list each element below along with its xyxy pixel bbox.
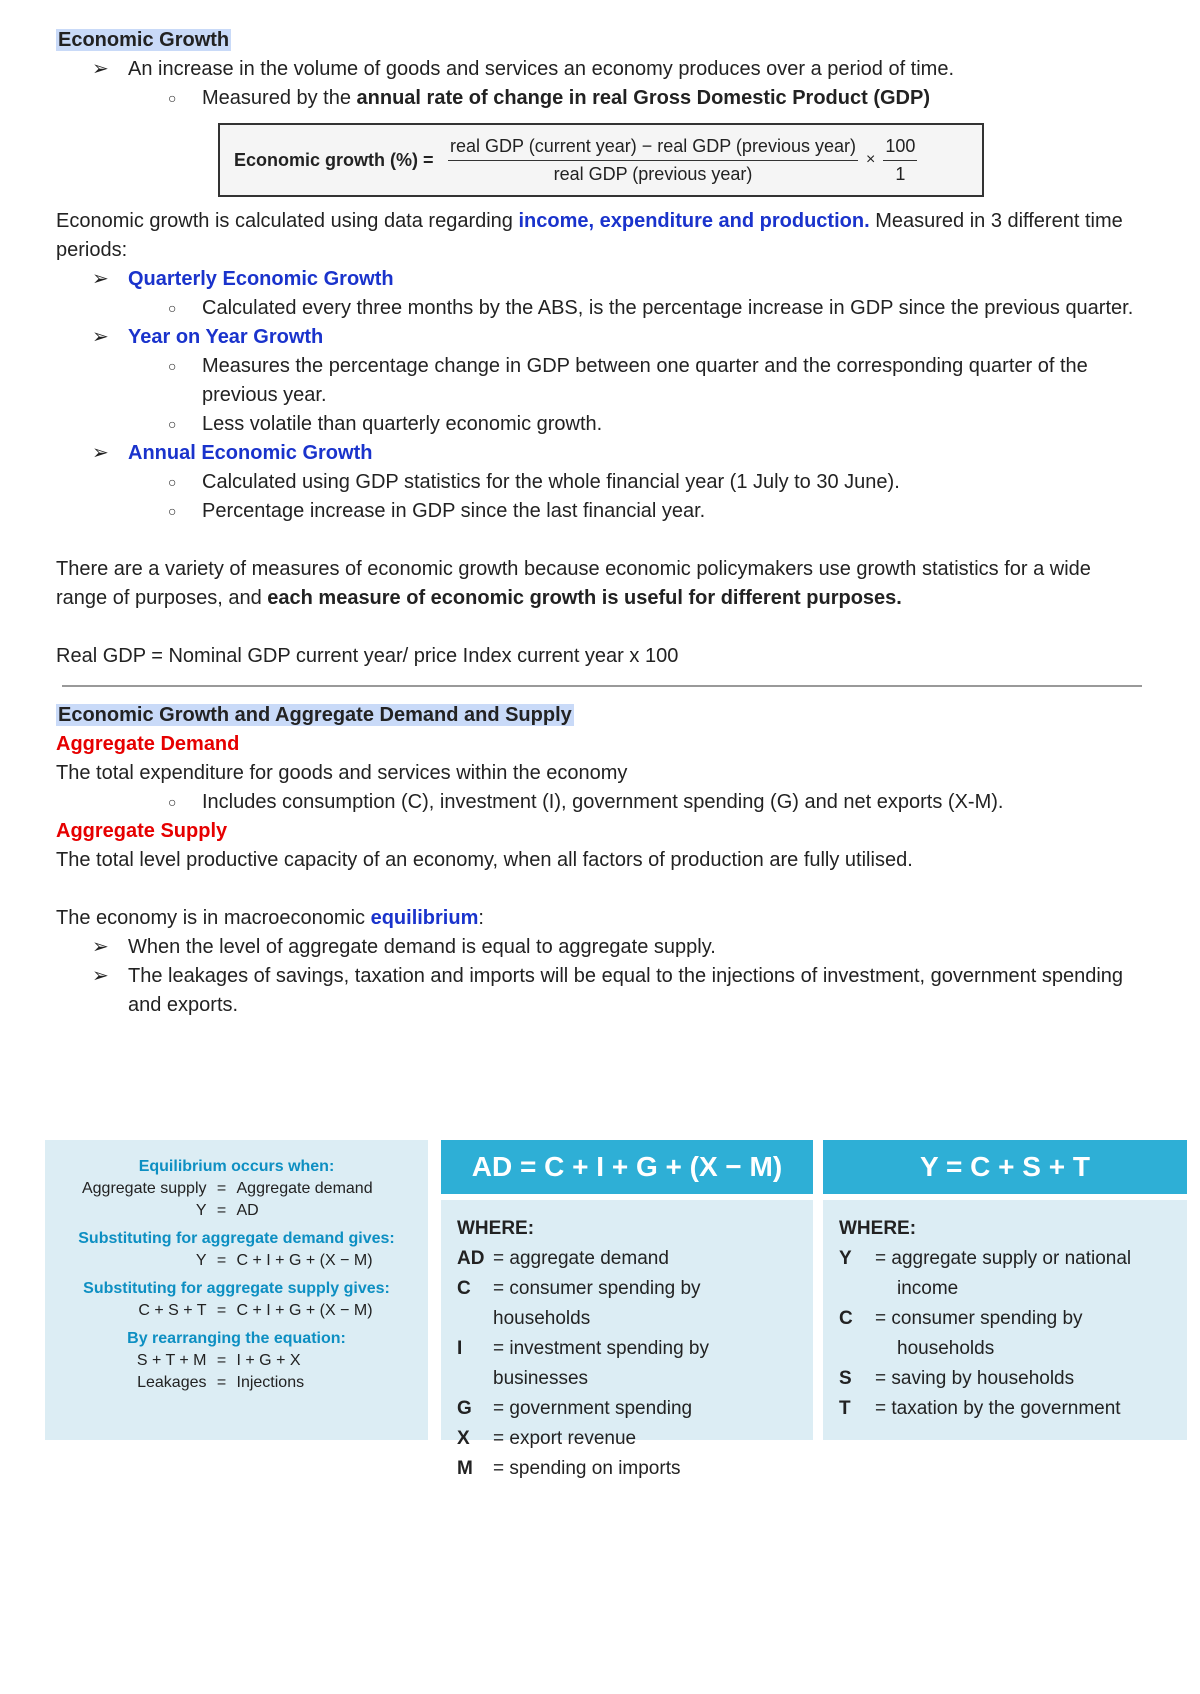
eq-row: C + S + T = C + I + G + (X − M) — [138, 1302, 373, 1319]
horizontal-divider — [62, 685, 1142, 687]
sub-bullet-measured: ○ Measured by the annual rate of change in real Gross Domestic Product (GDP) — [56, 84, 1146, 113]
ad-term-row: X = export revenue — [457, 1428, 637, 1449]
arrow-bullet-icon: ➢ — [92, 268, 109, 290]
document-content — [56, 26, 1146, 1020]
y-term-row: S = saving by households — [839, 1368, 1075, 1389]
sub-bullet-annual-1: ○ Calculated using GDP statistics for the whole financial year (1 July to 30 June). — [56, 468, 1146, 497]
eq-heading-4: By rearranging the equation: — [127, 1330, 346, 1347]
bullet-definition: ➢ An increase in the volume of goods and services an economy produces over a period of time. — [56, 55, 1146, 84]
section-title-economic-growth: Economic Growth — [58, 29, 230, 51]
y-term-row: Y = aggregate supply or national income — [839, 1248, 1132, 1299]
formula-fraction-100: $\frac{100}{1}$ — [885, 135, 916, 184]
circle-bullet-icon: ○ — [168, 416, 177, 432]
ad-where-list: WHERE: AD = aggregate demand C = consumer spending by households I = investment spending by businesses G = government spending X = export revenue M = spending on imports — [441, 1200, 813, 1440]
ad-term-row: M = spending on imports — [457, 1458, 681, 1479]
paragraph-measures: There are a variety of measures of economic growth because economic policymakers use growth statistics for a wide range of purposes, and each measure of economic growth is useful for different purposes. — [56, 558, 1091, 609]
equilibrium-box — [45, 1140, 428, 1440]
sub-bullet-quarterly: ○ Calculated every three months by the ABS, is the percentage increase in GDP since the previous quarter. — [56, 294, 1146, 323]
formula-fraction: $\frac{\text{real GDP (current year) − real GDP (previous year)}}{\text{real GDP (previous year)}}$ — [450, 135, 856, 184]
eq-heading-1: Equilibrium occurs when: — [138, 1158, 335, 1175]
bullet-eq-2: ➢ The leakages of savings, taxation and imports will be equal to the injections of investment, government spending and exports. — [56, 962, 1146, 1020]
y-term-row: C = consumer spending by households — [839, 1308, 1083, 1359]
arrow-bullet-icon: ➢ — [92, 442, 109, 464]
eq-heading-2: Substituting for aggregate demand gives: — [78, 1230, 395, 1247]
y-definition-box — [823, 1140, 1187, 1440]
circle-bullet-icon: ○ — [168, 503, 177, 519]
ad-term-row: C = consumer spending by households — [457, 1278, 701, 1329]
equilibrium-intro: The economy is in macroeconomic equilibrium: — [56, 907, 484, 929]
as-definition: The total level productive capacity of an economy, when all factors of production are fully utilised. — [56, 849, 913, 871]
ad-term-row: I = investment spending by businesses — [457, 1338, 709, 1389]
y-equation-header: Y = C + S + T — [823, 1140, 1187, 1194]
circle-bullet-icon: ○ — [168, 794, 177, 810]
equation-figure — [45, 1140, 1187, 1479]
arrow-bullet-icon: ➢ — [92, 58, 109, 80]
eq-row: Aggregate supply = Aggregate demand — [81, 1180, 373, 1197]
bullet-quarterly: ➢ Quarterly Economic Growth — [56, 265, 1146, 294]
eq-heading-3: Substituting for aggregate supply gives: — [83, 1280, 390, 1297]
paragraph-calculation: Economic growth is calculated using data regarding income, expenditure and production. Measured in 3 different time periods: — [56, 210, 1123, 261]
formula-times: × — [865, 151, 876, 168]
ad-term-row: G = government spending — [457, 1398, 693, 1419]
arrow-bullet-icon: ➢ — [92, 326, 109, 348]
y-term-row: T = taxation by the government — [839, 1398, 1121, 1419]
eq-row: Y = C + I + G + (X − M) — [195, 1252, 373, 1269]
ad-equation-header: AD = C + I + G + (X − M) — [441, 1140, 813, 1194]
bullet-yoy: ➢ Year on Year Growth — [56, 323, 1146, 352]
circle-bullet-icon: ○ — [168, 90, 177, 106]
eq-row: Leakages = Injections — [137, 1374, 305, 1391]
circle-bullet-icon: ○ — [168, 358, 177, 374]
heading-aggregate-supply: Aggregate Supply — [56, 820, 228, 842]
ad-definition-box — [441, 1140, 813, 1479]
circle-bullet-icon: ○ — [168, 300, 177, 316]
heading-aggregate-demand: Aggregate Demand — [56, 733, 240, 755]
bullet-annual: ➢ Annual Economic Growth — [56, 439, 1146, 468]
sub-bullet-yoy-2: ○ Less volatile than quarterly economic growth. — [56, 410, 1146, 439]
sub-bullet-annual-2: ○ Percentage increase in GDP since the last financial year. — [56, 497, 1146, 526]
eq-row: S + T + M = I + G + X — [136, 1352, 301, 1369]
ad-definition: The total expenditure for goods and services within the economy — [56, 762, 628, 784]
sub-bullet-yoy-1: ○ Measures the percentage change in GDP between one quarter and the corresponding quarter of the previous year. — [56, 352, 1146, 410]
bullet-eq-1: ➢ When the level of aggregate demand is equal to aggregate supply. — [56, 933, 1146, 962]
eq-row: Y = AD — [195, 1202, 259, 1219]
arrow-bullet-icon: ➢ — [92, 936, 109, 958]
ad-term-row: AD = aggregate demand — [457, 1248, 669, 1269]
growth-formula-box — [218, 123, 984, 197]
circle-bullet-icon: ○ — [168, 474, 177, 490]
formula-lhs: Economic growth (%) = — [234, 149, 434, 170]
real-gdp-formula: Real GDP = Nominal GDP current year/ price Index current year x 100 — [56, 645, 679, 667]
arrow-bullet-icon: ➢ — [92, 965, 109, 987]
y-where-list: WHERE: Y = aggregate supply or national income C = consumer spending by households S = saving by households T = taxation by the government — [823, 1200, 1187, 1440]
section-title-ad-as: Economic Growth and Aggregate Demand and Supply — [58, 704, 572, 726]
sub-bullet-ad: ○ Includes consumption (C), investment (I), government spending (G) and net exports (X-M). — [56, 788, 1146, 817]
